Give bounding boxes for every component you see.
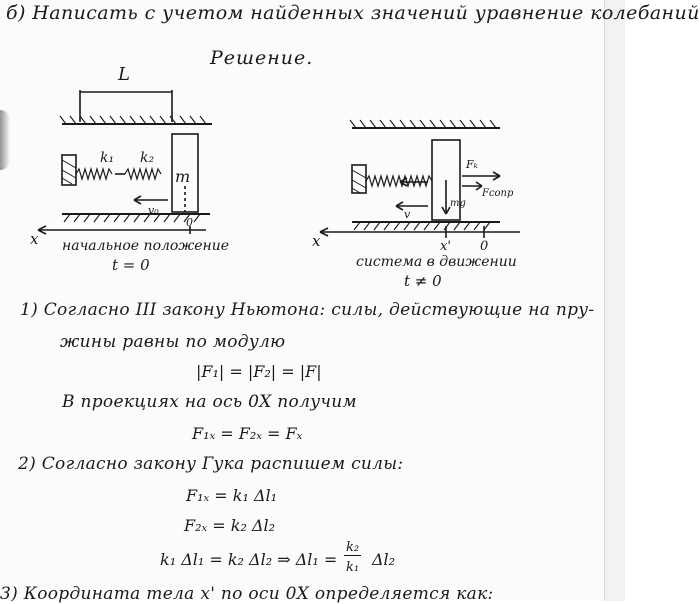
step1-eq: |F₁| = |F₂| = |F|	[196, 362, 322, 381]
step2-eq1: F₁ₓ = k₁ Δl₁	[186, 486, 278, 505]
caption-right: система в движении	[356, 254, 517, 270]
frac-numerator: k₂	[346, 540, 360, 555]
velocity-label-right: v	[404, 208, 411, 221]
pos-label-right: x'	[440, 239, 451, 254]
wall-hatch-left	[62, 160, 76, 184]
force-resist-label: Fсопр	[482, 188, 514, 199]
step2-eq2: F₂ₓ = k₂ Δl₂	[184, 516, 276, 535]
ceiling-hatch-left	[60, 116, 206, 124]
floor-hatch-left	[64, 214, 200, 222]
force-elastic-label: Fₖ	[466, 158, 478, 171]
time-label-right: t ≠ 0	[404, 272, 442, 290]
caption-left: начальное положение	[62, 238, 230, 254]
spring2-label: k₂	[140, 150, 155, 166]
solution-title: Решение.	[210, 47, 314, 69]
step3-line: 3) Координата тела x' по оси 0X определяется как:	[0, 584, 494, 604]
wall-hatch-right	[352, 170, 366, 193]
wall-left	[62, 155, 76, 185]
gravity-label: mg	[450, 198, 466, 209]
task-line: б) Написать с учетом найденных значений уравнение колебаний	[6, 2, 700, 24]
step1-proj: В проекциях на ось 0X получим	[62, 392, 357, 412]
axis-label-left: x	[30, 230, 39, 248]
spring2-left	[125, 169, 161, 179]
spring1-left	[76, 169, 112, 179]
mass-label: m	[175, 167, 191, 186]
origin-label-right: 0	[480, 239, 489, 254]
axis-label-right: x	[312, 232, 321, 250]
ceiling-hatch-right	[350, 120, 496, 128]
velocity-label-left: v₀	[148, 204, 159, 217]
step2-eq3-tail: Δl₂	[372, 550, 396, 569]
floor-hatch-right	[354, 222, 490, 230]
step2-eq3: k₁ Δl₁ = k₂ Δl₂ ⇒ Δl₁ =	[160, 550, 338, 569]
step1-eq2: F₁ₓ = F₂ₓ = Fₓ	[192, 424, 303, 443]
figure-right	[320, 120, 520, 238]
spring1-label: k₁	[100, 150, 115, 166]
step1-line1: 1) Согласно III закону Ньютона: силы, действующие на пру-	[20, 300, 595, 320]
time-label-left: t = 0	[112, 256, 150, 274]
figure-left	[38, 90, 212, 234]
origin-label-left: 0	[186, 216, 193, 229]
step1-line2: жины равны по модулю	[60, 332, 286, 352]
step2-line: 2) Согласно закону Гука распишем силы:	[18, 454, 404, 474]
frac-denominator: k₁	[346, 560, 360, 575]
spring-right	[366, 176, 432, 186]
length-label: L	[118, 64, 130, 85]
